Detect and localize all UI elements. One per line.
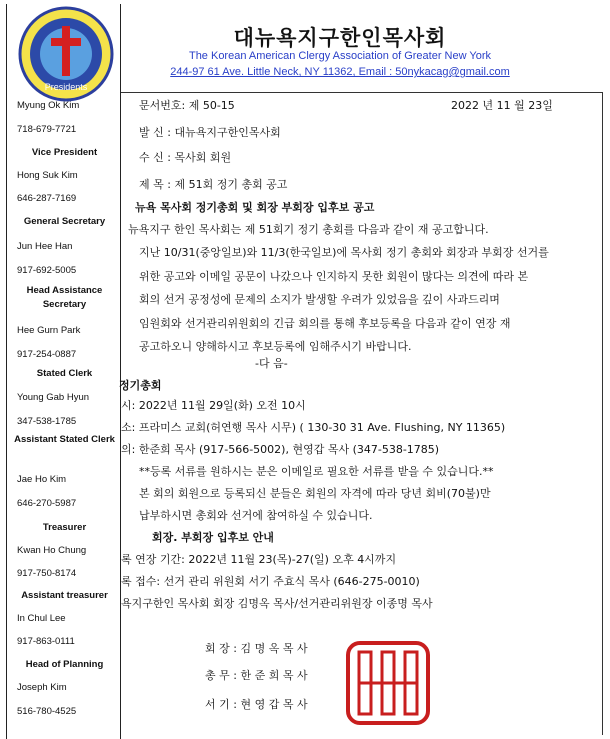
head-of-planning-name: Joseph Kim — [17, 682, 67, 693]
signature-president: 회 장 : 김 명 옥 목 사 — [205, 642, 308, 655]
treasurer-name: Kwan Ho Chung — [17, 545, 87, 556]
official-seal-stamp — [345, 640, 431, 726]
head-of-planning-title: Head of Planning — [25, 659, 104, 670]
general-secretary-phone: 917-692-5005 — [17, 265, 77, 276]
organization-address-link[interactable]: 244-97 61 Ave. Little Neck, NY 11362, Email : 50nykacag@gmail.com — [170, 66, 510, 78]
page-title: 대뉴욕지구한인목사회 — [233, 26, 447, 50]
registration-receipt: 록 접수: 선거 관리 위원회 서기 주효식 목사 (646-275-0010) — [121, 575, 420, 588]
signature-clerk: 서 기 : 현 영 갑 목 사 — [205, 698, 308, 711]
stated-clerk-phone: 347-538-1785 — [17, 416, 77, 427]
vice-president-name: Hong Suk Kim — [17, 170, 78, 181]
note-line-1: **등록 서류를 원하시는 분은 이메일로 필요한 서류를 받을 수 있습니다.** — [139, 465, 494, 478]
body-line-5: 임원회와 선거관리위원회의 긴급 회의를 통해 후보등록을 다음과 같이 연장 재 — [139, 317, 511, 330]
body-line-6: 공고하오니 양해하시고 후보등록에 임해주시기 바랍니다. — [139, 340, 412, 353]
assistant-treasurer-phone: 917-863-0111 — [17, 636, 75, 647]
svg-text:Presidents: Presidents — [44, 82, 88, 92]
assistant-stated-clerk-name: Jae Ho Kim — [17, 474, 67, 485]
assistant-stated-clerk-title: Assistant Stated Clerk — [14, 434, 115, 445]
note-line-2: 본 회의 회원으로 등록되신 분들은 회원의 자격에 따라 당년 회비(70불)만 — [139, 487, 491, 500]
signers-line: 욕지구한인 목사회 회장 김명옥 목사/선거관리위원장 이종명 목사 — [121, 597, 433, 610]
head-assistance-secretary-title: Head Assistance Secretary — [26, 285, 103, 310]
document-date: 2022 년 11 월 23일 — [451, 99, 553, 112]
assistant-treasurer-title: Assistant treasurer — [21, 590, 108, 601]
assembly-contact: 의: 한준희 목사 (917-566-5002), 현영갑 목사 (347-538-1785) — [121, 443, 440, 456]
registration-period: 록 연장 기간: 2022년 11월 23(목)-27(일) 오후 4시까지 — [121, 553, 397, 566]
signature-general-secretary: 총 무 : 한 준 희 목 사 — [205, 669, 308, 682]
head-assistance-secretary-phone: 917-254-0887 — [17, 349, 77, 360]
body-line-4: 회의 선거 공정성에 문제의 소지가 발생할 우려가 있었음을 깊이 사과드리며 — [139, 293, 500, 306]
body-line-1: 뉴욕지구 한인 목사회는 제 51회기 정기 총회를 다음과 같이 재 공고합니다. — [128, 223, 489, 236]
general-secretary-title: General Secretary — [23, 216, 106, 227]
president-phone: 718-679-7721 — [17, 124, 77, 135]
treasurer-title: Treasurer — [42, 522, 87, 533]
general-secretary-name: Jun Hee Han — [17, 241, 73, 252]
announcement-heading: 뉴욕 목사회 정기총회 및 회장 부회장 입후보 공고 — [135, 201, 375, 214]
officers-sidebar — [6, 4, 121, 739]
assembly-time: 시: 2022년 11월 29일(화) 오전 10시 — [121, 399, 306, 412]
note-line-3: 납부하시면 총회와 선거에 참여하실 수 있습니다. — [139, 509, 373, 522]
treasurer-phone: 917-750-8174 — [17, 568, 77, 579]
next-marker: -다 음- — [255, 357, 288, 370]
vice-president-phone: 646-287-7169 — [17, 193, 77, 204]
assembly-place: 소: 프라미스 교회(허연행 목사 시무) ( 130-30 31 Ave. Flushing, NY 11365) — [121, 421, 506, 434]
body-line-2: 지난 10/31(중앙일보)와 11/3(한국일보)에 목사회 정기 총회와 회장과 부회장 선거를 — [139, 246, 549, 259]
assistant-treasurer-name: In Chul Lee — [17, 613, 66, 624]
sender-line: 발 신 : 대뉴욕지구한인목사회 — [139, 126, 281, 139]
body-line-3: 위한 공고와 이메일 공문이 나갔으나 인지하지 못한 회원이 많다는 의견에 따라 본 — [139, 270, 529, 283]
stated-clerk-title: Stated Clerk — [36, 368, 93, 379]
candidacy-title: 회장. 부회장 입후보 안내 — [152, 531, 274, 544]
stated-clerk-name: Young Gab Hyun — [17, 392, 90, 403]
general-assembly-title: 정기총회 — [119, 379, 162, 392]
document-number: 문서번호: 제 50-15 — [139, 99, 235, 112]
president-name: Myung Ok Kim — [17, 100, 80, 111]
assistant-stated-clerk-phone: 646-270-5987 — [17, 498, 77, 509]
subject-line: 제 목 : 제 51회 정기 총회 공고 — [139, 178, 288, 191]
head-assistance-secretary-name: Hee Gurn Park — [17, 325, 81, 336]
recipient-line: 수 신 : 목사회 회원 — [139, 151, 232, 164]
vice-president-title: Vice President — [31, 147, 98, 158]
head-of-planning-phone: 516-780-4525 — [17, 706, 77, 717]
organization-english-name: The Korean American Clergy Association of Greater New York — [188, 50, 492, 62]
